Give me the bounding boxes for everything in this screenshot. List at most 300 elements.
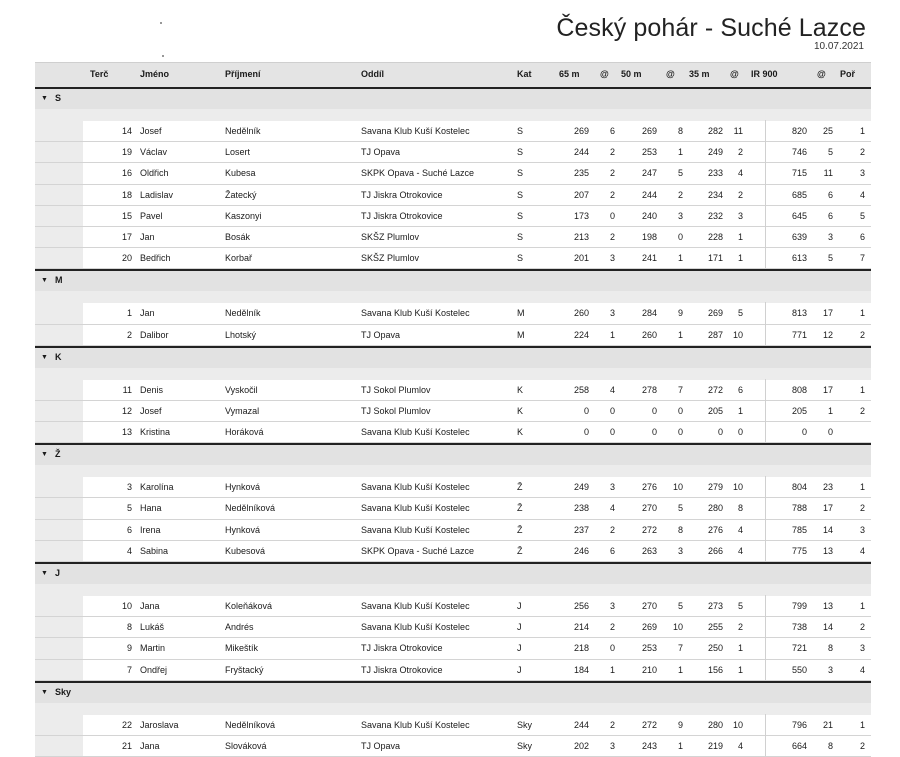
target-number: 2 [126, 329, 132, 340]
total-ir900: 685 [791, 189, 807, 200]
target-number: 10 [121, 601, 132, 611]
total-ir900: 746 [791, 147, 807, 158]
last-name: Lhotský [225, 329, 257, 340]
total-ir900: 820 [791, 126, 807, 136]
x-count-50m: 8 [677, 524, 683, 535]
x-count-65m: 0 [609, 405, 615, 416]
x-count-total: 14 [822, 524, 833, 535]
target-number: 22 [121, 719, 132, 730]
club: TJ Jiskra Otrokovice [361, 643, 443, 654]
x-count-total: 13 [822, 601, 833, 611]
club: Savana Klub Kuší Kostelec [361, 126, 470, 136]
x-count-total: 21 [822, 719, 833, 730]
table-row[interactable] [35, 227, 871, 248]
score-35m: 234 [707, 189, 723, 200]
group-header[interactable] [35, 269, 871, 291]
club: Savana Klub Kuší Kostelec [361, 482, 470, 493]
total-ir900: 808 [791, 384, 807, 395]
x-count-65m: 1 [609, 329, 615, 340]
header-kat[interactable]: Kat [517, 69, 532, 79]
category: J [517, 664, 522, 675]
x-count-35m: 2 [737, 189, 743, 200]
club: Savana Klub Kuší Kostelec [361, 308, 470, 319]
x-count-65m: 3 [609, 253, 615, 264]
club: TJ Jiskra Otrokovice [361, 664, 443, 675]
x-count-50m: 5 [677, 503, 683, 514]
score-65m: 224 [573, 329, 589, 340]
category: S [517, 253, 524, 264]
score-65m: 0 [583, 427, 589, 438]
rank: 5 [859, 210, 865, 221]
rank: 2 [859, 740, 865, 751]
target-number: 5 [126, 503, 132, 514]
score-35m: 280 [707, 719, 723, 730]
club: SKŠZ Plumlov [361, 231, 420, 242]
x-count-total: 13 [822, 545, 833, 556]
x-count-50m: 9 [677, 719, 683, 730]
club: TJ Opava [361, 740, 401, 751]
x-count-35m: 0 [737, 427, 743, 438]
table-row[interactable] [35, 520, 871, 541]
rank: 4 [859, 664, 865, 675]
score-35m: 156 [707, 664, 723, 675]
total-ir900: 205 [791, 405, 807, 416]
target-number: 15 [121, 210, 132, 221]
last-name: Mikeštík [225, 643, 259, 654]
score-65m: 244 [573, 147, 589, 158]
scan-speck [160, 22, 162, 24]
total-ir900: 664 [791, 740, 807, 751]
x-count-65m: 2 [609, 524, 615, 535]
last-name: Fryštacký [225, 664, 264, 675]
total-ir900: 813 [791, 308, 807, 319]
group-spacer [35, 703, 871, 715]
rank: 1 [859, 482, 865, 493]
target-number: 3 [126, 482, 132, 493]
score-50m: 241 [641, 253, 657, 264]
table-row[interactable] [35, 596, 871, 617]
table-row[interactable] [35, 541, 871, 562]
group-header[interactable] [35, 562, 871, 584]
first-name: Ladislav [140, 189, 174, 200]
first-name: Josef [140, 126, 162, 136]
first-name: Jaroslava [140, 719, 179, 730]
total-ir900: 0 [801, 427, 807, 438]
score-50m: 276 [641, 482, 657, 493]
score-50m: 272 [641, 524, 657, 535]
header-at-50m[interactable]: @ [666, 69, 675, 79]
header-poradi[interactable]: Poř [840, 69, 856, 79]
header-65m[interactable]: 65 m [559, 69, 580, 79]
score-50m: 270 [641, 503, 657, 514]
score-35m: 233 [707, 168, 723, 179]
total-ir900: 645 [791, 210, 807, 221]
collapse-triangle-icon[interactable]: ▼ [41, 570, 48, 577]
x-count-65m: 3 [609, 740, 615, 751]
x-count-total: 12 [822, 329, 833, 340]
x-count-50m: 7 [677, 643, 683, 654]
group-header[interactable] [35, 681, 871, 703]
total-ir900: 721 [791, 643, 807, 654]
x-count-total: 11 [823, 168, 833, 179]
club: SKŠZ Plumlov [361, 253, 420, 264]
x-count-35m: 4 [737, 545, 743, 556]
x-count-65m: 1 [609, 664, 615, 675]
club: TJ Opava [361, 329, 401, 340]
total-ir900: 785 [791, 524, 807, 535]
x-count-total: 8 [827, 740, 833, 751]
category: J [517, 622, 522, 633]
total-ir900: 796 [791, 719, 807, 730]
x-count-total: 0 [827, 427, 833, 438]
table-row[interactable] [35, 142, 871, 163]
club: Savana Klub Kuší Kostelec [361, 601, 470, 611]
rank: 4 [859, 545, 865, 556]
table-row[interactable] [35, 617, 871, 638]
table-row[interactable] [35, 715, 871, 736]
category: K [517, 427, 524, 438]
total-ir900: 715 [791, 168, 807, 179]
table-row[interactable] [35, 736, 871, 757]
x-count-total: 5 [827, 253, 833, 264]
score-50m: 253 [641, 147, 657, 158]
group-name: J [55, 568, 61, 578]
rank: 3 [859, 524, 865, 535]
event-date: 10.07.2021 [813, 41, 864, 52]
last-name: Nedělníková [225, 719, 276, 730]
first-name: Oldřich [140, 168, 169, 179]
table-row[interactable] [35, 638, 871, 659]
collapse-triangle-icon[interactable]: ▼ [41, 95, 48, 102]
score-50m: 272 [641, 719, 657, 730]
rank: 1 [859, 601, 865, 611]
score-35m: 287 [707, 329, 723, 340]
collapse-triangle-icon[interactable]: ▼ [41, 451, 48, 459]
x-count-35m: 10 [732, 329, 743, 340]
score-35m: 228 [707, 231, 723, 242]
group-name: M [55, 275, 63, 286]
score-50m: 0 [651, 427, 657, 438]
x-count-total: 8 [827, 643, 833, 654]
x-count-65m: 6 [609, 126, 615, 136]
table-row[interactable] [35, 422, 871, 443]
category: M [517, 329, 525, 340]
last-name: Kubesová [225, 545, 266, 556]
club: TJ Jiskra Otrokovice [361, 189, 443, 200]
score-50m: 278 [641, 384, 657, 395]
group-spacer [35, 109, 871, 121]
x-count-65m: 2 [609, 147, 615, 158]
x-count-65m: 4 [609, 384, 615, 395]
first-name: Dalibor [140, 329, 169, 340]
table-row[interactable] [35, 248, 871, 269]
collapse-triangle-icon[interactable]: ▼ [41, 688, 48, 696]
x-count-65m: 3 [609, 482, 615, 493]
x-count-35m: 8 [737, 503, 743, 514]
x-count-35m: 4 [737, 524, 743, 535]
rank: 1 [859, 308, 865, 319]
club: Savana Klub Kuší Kostelec [361, 719, 470, 730]
target-number: 1 [126, 308, 132, 319]
rank: 2 [859, 147, 865, 158]
last-name: Losert [225, 147, 251, 158]
first-name: Jana [140, 740, 160, 751]
group-header[interactable] [35, 443, 871, 465]
table-row[interactable] [35, 206, 871, 227]
scan-speck [162, 55, 164, 57]
group-header[interactable] [35, 87, 871, 109]
x-count-50m: 5 [677, 601, 683, 611]
club: TJ Sokol Plumlov [361, 384, 431, 395]
rank: 3 [859, 643, 865, 654]
category: M [517, 308, 525, 319]
first-name: Josef [140, 405, 162, 416]
x-count-65m: 4 [609, 503, 615, 514]
header-oddil[interactable]: Oddíl [361, 69, 384, 79]
collapse-triangle-icon[interactable]: ▼ [41, 277, 48, 285]
score-35m: 205 [707, 405, 723, 416]
score-50m: 0 [651, 405, 657, 416]
table-row[interactable] [35, 163, 871, 184]
score-35m: 272 [707, 384, 723, 395]
score-50m: 243 [641, 740, 657, 751]
last-name: Korbař [225, 253, 253, 264]
x-count-50m: 0 [677, 427, 683, 438]
score-50m: 284 [641, 308, 657, 319]
score-65m: 269 [573, 126, 589, 136]
score-35m: 276 [707, 524, 723, 535]
header-terc[interactable]: Terč [90, 69, 109, 79]
score-50m: 269 [641, 126, 657, 136]
group-name: Sky [55, 686, 72, 697]
x-count-50m: 5 [677, 168, 683, 179]
table-row[interactable] [35, 477, 871, 498]
category: Ž [517, 524, 523, 535]
rank: 2 [859, 329, 865, 340]
x-count-total: 17 [822, 308, 833, 319]
first-name: Karolína [140, 482, 174, 493]
score-35m: 219 [707, 740, 723, 751]
category: J [517, 601, 522, 611]
club: SKPK Opava - Suché Lazce [361, 545, 475, 556]
x-count-total: 6 [827, 189, 833, 200]
category: K [517, 405, 524, 416]
x-count-50m: 1 [677, 147, 683, 158]
last-name: Vyskočil [225, 384, 258, 395]
total-ir900: 804 [791, 482, 807, 493]
target-number: 4 [126, 545, 132, 556]
category: S [517, 189, 524, 200]
score-35m: 249 [707, 147, 723, 158]
score-35m: 266 [707, 545, 723, 556]
score-50m: 210 [641, 664, 657, 675]
target-number: 16 [121, 168, 132, 179]
score-65m: 0 [583, 405, 589, 416]
club: TJ Sokol Plumlov [361, 405, 431, 416]
category: S [517, 210, 524, 221]
group-spacer [35, 584, 871, 596]
x-count-65m: 2 [609, 168, 615, 179]
x-count-35m: 1 [737, 253, 743, 264]
table-row[interactable] [35, 185, 871, 206]
x-count-total: 3 [827, 664, 833, 675]
x-count-total: 3 [827, 231, 833, 242]
category: S [517, 168, 524, 179]
score-65m: 207 [573, 189, 589, 200]
rank: 7 [859, 253, 865, 264]
target-number: 19 [121, 147, 132, 158]
x-count-total: 17 [822, 384, 833, 395]
header-prijmeni[interactable]: Příjmení [225, 69, 261, 79]
score-35m: 273 [707, 601, 723, 611]
table-row[interactable] [35, 401, 871, 422]
total-ir900: 788 [791, 503, 807, 514]
x-count-35m: 10 [732, 719, 743, 730]
category: Sky [517, 719, 533, 730]
first-name: Bedřich [140, 253, 171, 264]
x-count-50m: 9 [677, 308, 683, 319]
x-count-50m: 0 [677, 405, 683, 416]
x-count-total: 1 [827, 405, 833, 416]
header-35m[interactable]: 35 m [689, 69, 710, 79]
last-name: Horáková [225, 427, 264, 438]
club: Savana Klub Kuší Kostelec [361, 524, 470, 535]
x-count-65m: 3 [609, 308, 615, 319]
table-header [35, 62, 871, 87]
score-65m: 214 [573, 622, 589, 633]
results-table [35, 62, 871, 757]
target-number: 6 [126, 524, 132, 535]
total-ir900: 775 [791, 545, 807, 556]
table-row[interactable] [35, 121, 871, 142]
collapse-triangle-icon[interactable]: ▼ [41, 353, 48, 361]
last-name: Nedělník [225, 308, 261, 319]
score-50m: 270 [641, 601, 657, 611]
total-ir900: 613 [791, 253, 807, 264]
score-65m: 218 [573, 643, 589, 654]
x-count-total: 23 [822, 482, 833, 493]
target-number: 11 [122, 384, 132, 395]
score-35m: 232 [707, 210, 723, 221]
last-name: Kaszonyi [225, 210, 262, 221]
total-ir900: 738 [791, 622, 807, 633]
x-count-65m: 2 [609, 622, 615, 633]
first-name: Ondřej [140, 664, 168, 675]
score-50m: 263 [641, 545, 657, 556]
header-at-35m[interactable]: @ [730, 69, 739, 79]
header-jmeno[interactable]: Jméno [140, 69, 170, 79]
group-spacer [35, 368, 871, 380]
club: TJ Opava [361, 147, 401, 158]
first-name: Hana [140, 503, 162, 514]
category: Ž [517, 545, 523, 556]
x-count-65m: 2 [609, 189, 615, 200]
score-65m: 246 [573, 545, 589, 556]
target-number: 20 [121, 253, 132, 264]
target-number: 9 [126, 643, 132, 654]
last-name: Koleňáková [225, 601, 273, 611]
last-name: Nedělníková [225, 503, 276, 514]
last-name: Hynková [225, 524, 261, 535]
last-name: Vymazal [225, 405, 260, 416]
x-count-35m: 1 [737, 664, 743, 675]
score-65m: 235 [573, 168, 589, 179]
score-65m: 184 [573, 664, 589, 675]
last-name: Nedělník [225, 126, 261, 136]
header-ir900[interactable]: IR 900 [751, 69, 778, 79]
x-count-50m: 1 [677, 664, 683, 675]
table-row[interactable] [35, 303, 871, 324]
group-name: K [55, 351, 62, 362]
category: S [517, 147, 524, 158]
score-50m: 269 [641, 622, 657, 633]
score-65m: 249 [573, 482, 589, 493]
rank: 3 [859, 168, 865, 179]
x-count-50m: 0 [677, 231, 683, 242]
score-50m: 244 [641, 189, 657, 200]
x-count-50m: 7 [677, 384, 683, 395]
first-name: Jana [140, 601, 160, 611]
club: Savana Klub Kuší Kostelec [361, 427, 470, 438]
x-count-65m: 2 [609, 719, 615, 730]
table-row[interactable] [35, 498, 871, 519]
club: SKPK Opava - Suché Lazce [361, 168, 475, 179]
club: TJ Jiskra Otrokovice [361, 210, 443, 221]
x-count-50m: 1 [677, 329, 683, 340]
group-header[interactable] [35, 346, 871, 368]
x-count-50m: 8 [677, 126, 683, 136]
total-ir900: 639 [791, 231, 807, 242]
category: Sky [517, 740, 533, 751]
header-50m[interactable]: 50 m [621, 69, 642, 79]
header-at-65m[interactable]: @ [600, 69, 609, 79]
score-65m: 256 [573, 601, 589, 611]
score-35m: 279 [707, 482, 723, 493]
x-count-35m: 4 [737, 168, 743, 179]
table-row[interactable] [35, 660, 871, 681]
table-row[interactable] [35, 380, 871, 401]
x-count-65m: 0 [609, 643, 615, 654]
score-65m: 238 [573, 503, 589, 514]
target-number: 13 [121, 427, 132, 438]
target-number: 14 [121, 126, 132, 136]
x-count-50m: 3 [677, 210, 683, 221]
x-count-35m: 6 [737, 384, 743, 395]
x-count-35m: 3 [737, 210, 743, 221]
score-65m: 213 [573, 231, 589, 242]
x-count-65m: 0 [609, 427, 615, 438]
score-50m: 240 [641, 210, 657, 221]
score-35m: 250 [707, 643, 723, 654]
club: Savana Klub Kuší Kostelec [361, 622, 470, 633]
first-name: Jan [140, 308, 155, 319]
category: S [517, 231, 524, 242]
table-row[interactable] [35, 325, 871, 346]
x-count-35m: 10 [732, 482, 743, 493]
x-count-50m: 10 [672, 482, 683, 493]
header-at-ir900[interactable]: @ [817, 69, 826, 79]
last-name: Hynková [225, 482, 261, 493]
score-65m: 201 [573, 253, 589, 264]
x-count-50m: 2 [677, 189, 683, 200]
rank: 2 [859, 622, 865, 633]
x-count-35m: 1 [737, 405, 743, 416]
x-count-35m: 5 [737, 601, 743, 611]
target-number: 18 [121, 189, 132, 200]
rank: 6 [859, 231, 865, 242]
first-name: Jan [140, 231, 155, 242]
x-count-50m: 3 [677, 545, 683, 556]
